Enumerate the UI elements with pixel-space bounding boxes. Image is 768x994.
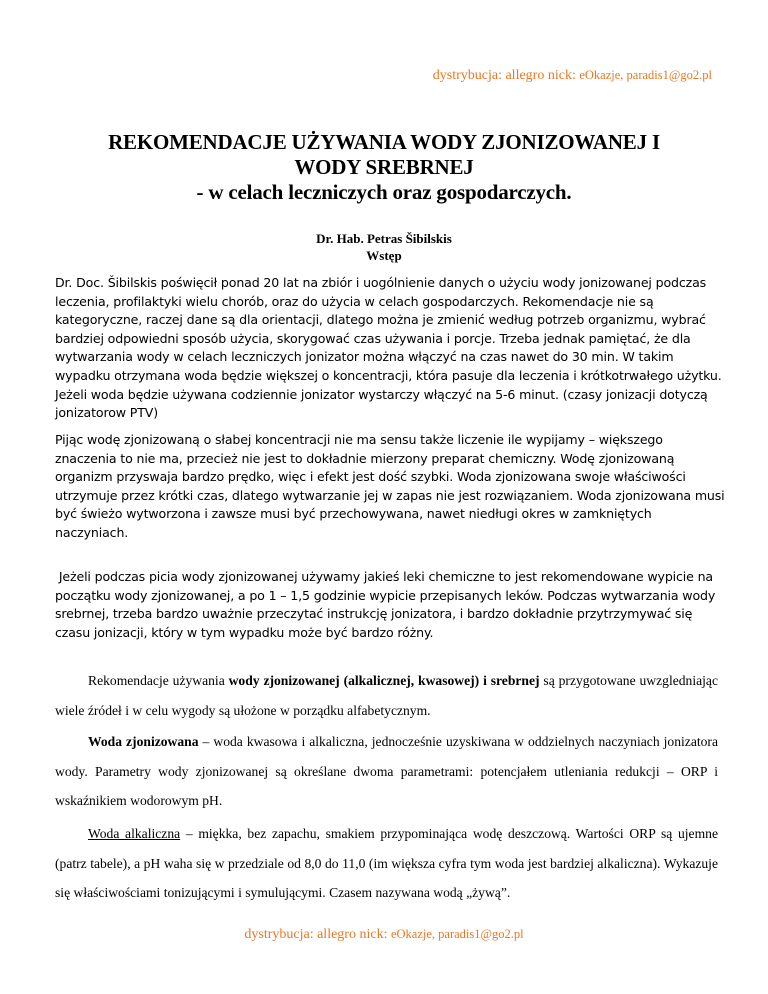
intro-paragraph-1: Dr. Doc. Šibilskis poświęcił ponad 20 lat na zbiór i uogólnienie danych o użyciu wody jonizowanej podczas leczenia, profilaktyki wielu chorób, oraz do użycia w celach gospodarczych. Rekomendacje nie są kategoryczne, raczej dane są dla orientacji, dlatego można je zmienić według potrzeb organizmu, wybrać bardziej odpowiedni sposób użycia, skorygować czas używania i porcje. Trzeba jednak pamiętać, że dla wytwarzania wody w celach leczniczych jonizator można włączyć na czas nawet do 30 min. W takim wypadku otrzymana woda będzie większej o koncentracji, która pasuje dla leczenia i krótkotrwałego użytku. Jeżeli woda będzie używana codziennie jonizator wystarczy włączyć na 5-6 minut. (czasy jonizacji dotyczą jonizatorow PTV) [55,275,722,421]
intro-paragraph-2: Pijąc wodę zjonizowaną o słabej koncentracji nie ma sensu także liczenie ile wypijamy – większego znaczenia to nie ma, przecież nie jest to dokładnie mierzony preparat chemiczny. Wodę zjonizowaną organizm przyswaja bardzo prędko, więc i efekt jest dość szybki. Woda zjonizowana swoje właściwości utrzymuje przez krótki czas, dlatego wytwarzanie jej w zapas nie jest rozwiązaniem. Woda zjonizowana musi być świeżo wytworzona i zawsze musi być przechowywana, nawet niedługi okres w zamkniętych naczyniach. [55,432,725,540]
p4-text-c: są przygotowane uwzgledniając wiele źródeł i w celu wygody są ułożone w porządku alfabetycznym. [55,673,719,718]
document-title [0,130,768,205]
p6-text: – miękka, bez zapachu, smakiem przypominająca wodę deszczową. Wartości ORP są ujemne (patrz tabele), a pH waha się w przedziale od 8,0 do 11,0 (im większa cyfra tym woda jest bardziej alkaliczna). Wykazuje się właściwościami tonizującymi i symulującymi. Czasem nazywana wodą „żywą”. [55,826,718,900]
p4-bold-term: wody zjonizowanej (alkalicznej, kwasowej) i srebrnej [228,673,540,688]
author-block [0,230,768,264]
header-distribution-note [433,68,712,84]
footer-dist-nick-label: allegro nick: [313,927,391,942]
title-line-1: REKOMENDACJE UŻYWANIA WODY ZJONIZOWANEJ I [108,130,660,154]
title-line-3: - w celach leczniczych oraz gospodarczych. [196,180,572,204]
footer-distribution-note [0,927,768,943]
header-dist-label: dystrybucja: [432,68,502,83]
author-name: Dr. Hab. Petras Šibilskis [316,231,452,246]
p4-text-a: Rekomendacje używania [88,673,229,688]
p6-term: Woda alkaliczna [88,826,181,841]
p5-term: Woda zjonizowana [88,734,199,749]
body-paragraph-recommendations [55,666,718,725]
body-paragraph-ionized-water [55,727,718,816]
section-heading: Wstęp [366,248,402,263]
header-dist-nick-label: allegro nick: [501,68,580,83]
p5-text: – woda kwasowa i alkaliczna, jednocześnie uzyskiwana w oddzielnych naczyniach jonizatora wody. Parametry wody zjonizowanej są określane dwoma parametrami: potencjałem utleniania redukcji – ORP i wskaźnikiem wodorowym pH. [55,734,718,808]
intro-paragraph-3: Jeżeli podczas picia wody zjonizowanej używamy jakieś leki chemiczne to jest rekomendowane wypicie na początku wody zjonizowanej, a po 1 – 1,5 godzinie wypicie przepisanych leków. Podczas wytwarzania wody srebrnej, trzeba bardzo uważnie przeczytać instrukcję jonizatora, i bardzo dokładnie przytrzymywać się czasu jonizacji, który w tym wypadku może być bardzo różny. [55,569,720,640]
title-line-2: WODY SREBRNEJ [294,155,474,179]
footer-dist-contact: eOkazje, paradis1@go2.pl [390,927,524,941]
footer-dist-label: dystrybucja: [244,927,314,942]
header-dist-contact: eOkazje, paradis1@go2.pl [579,68,712,82]
body-paragraph-alkaline-water [55,819,718,908]
